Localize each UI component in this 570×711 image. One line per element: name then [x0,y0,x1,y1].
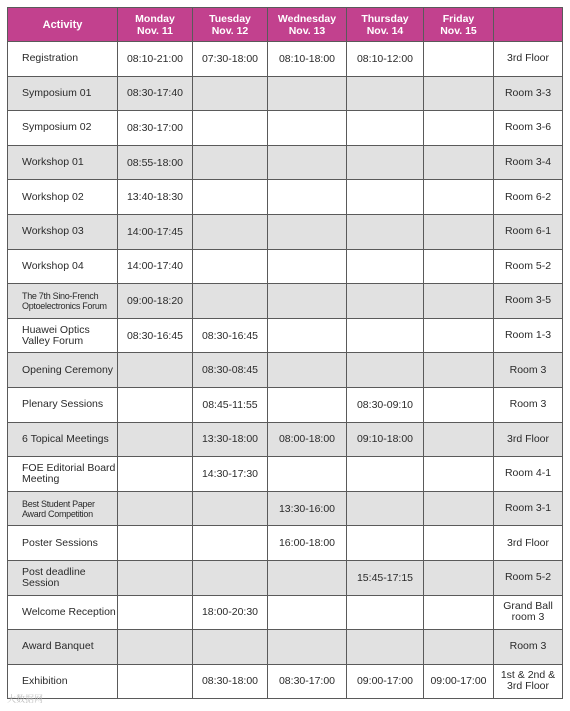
time-cell: 08:30-08:45 [193,353,268,388]
time-cell [347,491,424,526]
time-cell: 09:00-17:00 [347,664,424,699]
time-cell [193,76,268,111]
activity-cell: The 7th Sino-French Optoelectronics Forum [8,284,118,319]
time-cell: 07:30-18:00 [193,42,268,77]
time-cell: 13:40-18:30 [118,180,193,215]
time-cell [118,387,193,422]
time-cell [268,111,347,146]
activity-cell: Opening Ceremony [8,353,118,388]
day-date: Nov. 11 [137,24,173,37]
time-cell [347,284,424,319]
time-cell [193,145,268,180]
time-cell [424,76,494,111]
time-cell: 09:10-18:00 [347,422,424,457]
time-cell [118,457,193,492]
watermark: 大数据网 [7,694,44,704]
activity-cell: Award Banquet [8,630,118,665]
time-cell [347,145,424,180]
activity-cell: Exhibition [8,664,118,699]
table-row [8,42,563,77]
room-cell: Room 3 [494,353,563,388]
table-row [8,353,563,388]
time-cell [118,422,193,457]
time-cell [193,180,268,215]
table-row [8,214,563,249]
time-cell [424,560,494,595]
day-date: Nov. 15 [440,24,477,37]
table-row [8,664,563,699]
time-cell: 16:00-18:00 [268,526,347,561]
time-cell [347,526,424,561]
time-cell [347,249,424,284]
time-cell: 08:30-18:00 [193,664,268,699]
room-cell: 3rd Floor [494,42,563,77]
room-cell: Room 3-3 [494,76,563,111]
time-cell [347,214,424,249]
room-cell: Room 3-6 [494,111,563,146]
time-cell: 08:30-09:10 [347,387,424,422]
time-cell [424,42,494,77]
table-row [8,180,563,215]
day-name: Wednesday [277,12,337,25]
time-cell [118,526,193,561]
activity-cell: Welcome Reception [8,595,118,630]
day-date: Nov. 12 [211,24,249,37]
time-cell [347,180,424,215]
activity-cell: Registration [8,42,118,77]
table-row [8,111,563,146]
room-cell: Room 5-2 [494,249,563,284]
time-cell [347,76,424,111]
room-cell: Room 4-1 [494,457,563,492]
time-cell [424,387,494,422]
table-row [8,491,563,526]
time-cell [268,318,347,353]
time-cell: 09:00-17:00 [424,664,494,699]
time-cell [193,526,268,561]
time-cell [347,630,424,665]
time-cell [118,560,193,595]
time-cell [347,457,424,492]
time-cell: 08:10-21:00 [118,42,193,77]
table-row [8,284,563,319]
time-cell [424,284,494,319]
room-cell: Room 3 [494,387,563,422]
room-cell: Room 3-5 [494,284,563,319]
time-cell [118,595,193,630]
time-cell: 14:00-17:40 [118,249,193,284]
time-cell [193,214,268,249]
activity-cell: Post deadline Session [8,560,118,595]
time-cell [118,491,193,526]
time-cell [268,284,347,319]
table-row [8,595,563,630]
time-cell [424,249,494,284]
friday-column-header [424,8,494,42]
time-cell [424,491,494,526]
time-cell [268,457,347,492]
time-cell [424,630,494,665]
header-row [8,8,563,42]
time-cell [347,353,424,388]
time-cell: 08:30-16:45 [193,318,268,353]
time-cell [424,422,494,457]
day-name: Thursday [361,12,409,25]
activity-cell: Poster Sessions [8,526,118,561]
table-row [8,249,563,284]
activity-cell: Symposium 01 [8,76,118,111]
schedule-table [7,7,563,699]
activity-cell: Huawei Optics Valley Forum [8,318,118,353]
day-date: Nov. 14 [366,24,404,37]
room-column-header [494,8,563,42]
table-row [8,145,563,180]
table-row [8,560,563,595]
time-cell [268,353,347,388]
time-cell: 15:45-17:15 [347,560,424,595]
time-cell [118,664,193,699]
time-cell [193,284,268,319]
time-cell: 08:30-17:00 [268,664,347,699]
activity-cell: Workshop 01 [8,145,118,180]
room-cell: Room 1-3 [494,318,563,353]
day-date: Nov. 13 [288,24,326,37]
room-cell: Room 3-1 [494,491,563,526]
time-cell: 09:00-18:20 [118,284,193,319]
time-cell: 08:30-17:00 [118,111,193,146]
table-row [8,630,563,665]
time-cell [268,595,347,630]
time-cell [268,76,347,111]
activity-column-header: Activity [8,8,118,42]
room-cell: Grand Ball room 3 [494,595,563,630]
time-cell [424,595,494,630]
time-cell [118,353,193,388]
day-name: Monday [135,12,175,25]
table-row [8,422,563,457]
time-cell [424,526,494,561]
time-cell [193,630,268,665]
time-cell [193,249,268,284]
time-cell [347,111,424,146]
time-cell [424,111,494,146]
time-cell [424,353,494,388]
time-cell [193,560,268,595]
table-row [8,457,563,492]
time-cell [268,630,347,665]
time-cell: 08:10-12:00 [347,42,424,77]
time-cell [424,457,494,492]
activity-cell: Symposium 02 [8,111,118,146]
time-cell [193,491,268,526]
time-cell [268,214,347,249]
time-cell: 08:30-17:40 [118,76,193,111]
time-cell: 08:45-11:55 [193,387,268,422]
room-cell: 3rd Floor [494,526,563,561]
thursday-column-header [347,8,424,42]
time-cell [268,387,347,422]
time-cell [347,595,424,630]
activity-cell: Workshop 03 [8,214,118,249]
time-cell [347,318,424,353]
activity-cell: 6 Topical Meetings [8,422,118,457]
monday-column-header [118,8,193,42]
time-cell [424,145,494,180]
time-cell [424,214,494,249]
room-cell: Room 3 [494,630,563,665]
time-cell: 13:30-18:00 [193,422,268,457]
time-cell [193,111,268,146]
day-name: Friday [442,12,475,25]
time-cell [268,180,347,215]
time-cell [268,560,347,595]
activity-cell: Workshop 04 [8,249,118,284]
wednesday-column-header [268,8,347,42]
activity-cell: FOE Editorial Board Meeting [8,457,118,492]
room-cell: 1st & 2nd & 3rd Floor [494,664,563,699]
activity-cell: Plenary Sessions [8,387,118,422]
room-cell: 3rd Floor [494,422,563,457]
time-cell: 18:00-20:30 [193,595,268,630]
table-row [8,526,563,561]
room-cell: Room 6-1 [494,214,563,249]
time-cell [268,145,347,180]
room-cell: Room 3-4 [494,145,563,180]
time-cell: 14:30-17:30 [193,457,268,492]
time-cell: 08:30-16:45 [118,318,193,353]
table-row [8,76,563,111]
day-name: Tuesday [209,12,251,25]
room-cell: Room 6-2 [494,180,563,215]
time-cell [118,630,193,665]
time-cell: 08:10-18:00 [268,42,347,77]
tuesday-column-header [193,8,268,42]
schedule-body [8,42,563,699]
time-cell [424,318,494,353]
activity-cell: Best Student Paper Award Competition [8,491,118,526]
time-cell [268,249,347,284]
table-row [8,318,563,353]
time-cell: 08:55-18:00 [118,145,193,180]
time-cell: 14:00-17:45 [118,214,193,249]
room-cell: Room 5-2 [494,560,563,595]
table-row [8,387,563,422]
time-cell: 08:00-18:00 [268,422,347,457]
time-cell [424,180,494,215]
time-cell: 13:30-16:00 [268,491,347,526]
activity-cell: Workshop 02 [8,180,118,215]
